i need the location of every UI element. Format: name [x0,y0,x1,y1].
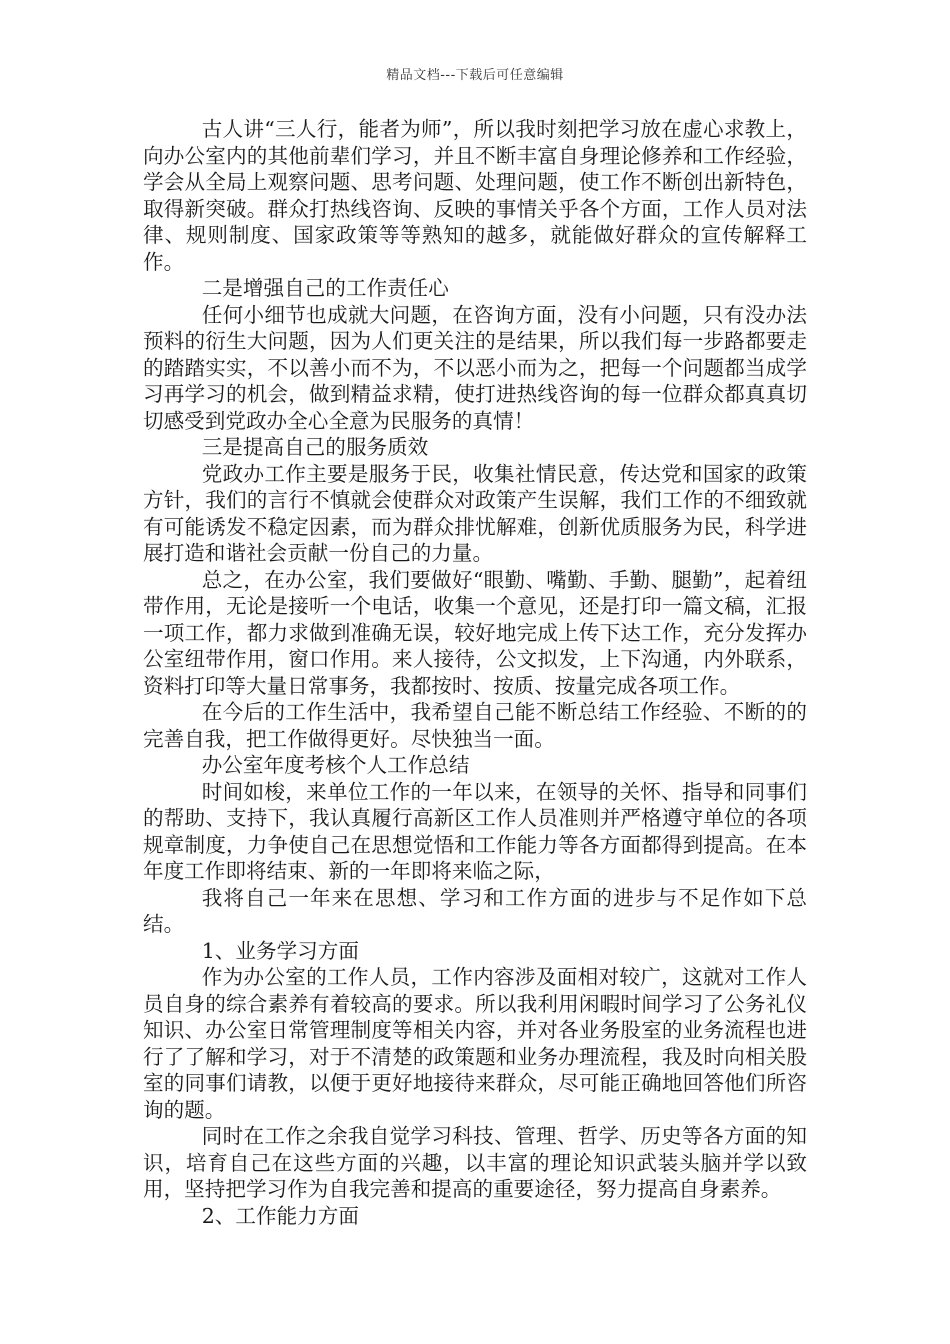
paragraph-responsibility: 任何小细节也成就大问题，在咨询方面，没有小问题，只有没办法预料的衍生大问题，因为人们更关注的是结果，所以我们每一步路都要走的踏踏实实，不以善小而不为，不以恶小而为之，把每一个问题都当成学习再学习的机会，做到精益求精，使打进热线咨询的每一位群众都真真切切感受到党政办全心全意为民服务的真情！ [143,302,807,433]
page-header: 精品文档---下载后可任意编辑 [386,68,564,83]
paragraph-learning-from-colleagues: 古人讲“三人行，能者为师”，所以我时刻把学习放在虚心求教上，向办公室内的其他前辈们学习，并且不断丰富自身理论修养和工作经验，学会从全局上观察问题、思考问题、处理问题，使工作不断创出新特色，取得新突破。群众打热线咨询、反映的事情关乎各个方面，工作人员对法律、规则制度、国家政策等等熟知的越多，就能做好群众的宣传解释工作。 [143,117,807,274]
paragraph-self-study: 同时在工作之余我自觉学习科技、管理、哲学、历史等各方面的知识，培育自己在这些方面的兴趣，以丰富的理论知识武装头脑并学以致用，坚持把学习作为自我完善和提高的重要途径，努力提高自身素养。 [143,1124,807,1201]
paragraph-summary-intro: 我将自己一年来在思想、学习和工作方面的进步与不足作如下总结。 [143,885,807,936]
paragraph-service-quality: 党政办工作主要是服务于民，收集社情民意，传达党和国家的政策方针，我们的言行不慎就会使群众对政策产生误解，我们工作的不细致就有可能诱发不稳定因素，而为群众排忧解难，创新优质服务为民，科学进展打造和谐社会贡献一份自己的力量。 [143,461,807,565]
section-heading-responsibility: 二是增强自己的工作责任心 [201,276,449,300]
paragraph-business-study: 作为办公室的工作人员，工作内容涉及面相对较广，这就对工作人员自身的综合素养有着较高的要求。所以我利用闲暇时间学习了公务礼仪知识、办公室日常管理制度等相关内容，并对各业务股室的业务流程也进行了了解和学习，对于不清楚的政策题和业务办理流程，我及时向相关股室的同事们请教，以便于更好地接待来群众，尽可能正确地回答他们所咨询的题。 [143,965,807,1122]
paragraph-summary: 总之，在办公室，我们要做好“眼勤、嘴勤、手勤、腿勤”，起着纽带作用，无论是接听一个电话，收集一个意见，还是打印一篇文稿，汇报一项工作，都力求做到准确无误，较好地完成上传下达工作，充分发挥办公室纽带作用，窗口作用。来人接待，公文拟发，上下沟通，内外联系，资料打印等大量日常事务，我都按时、按质、按量完成各项工作。 [143,567,807,698]
section-title-annual-review: 办公室年度考核个人工作总结 [201,753,470,777]
section-heading-work-ability: 2、工作能力方面 [201,1203,359,1228]
paragraph-annual-intro: 时间如梭，来单位工作的一年以来，在领导的关怀、指导和同事们的帮助、支持下，我认真履行高新区工作人员准则并严格遵守单位的各项规章制度，力争使自己在思想觉悟和工作能力等各方面都得到提高。在本年度工作即将结束、新的一年即将来临之际， [143,779,807,883]
section-heading-business-study: 1、业务学习方面 [201,938,359,963]
paragraph-future-hopes: 在今后的工作生活中，我希望自己能不断总结工作经验、不断的的完善自我，把工作做得更好。尽快独当一面。 [143,700,807,751]
document-body [143,116,807,1229]
section-heading-service-quality: 三是提高自己的服务质效 [201,435,429,459]
